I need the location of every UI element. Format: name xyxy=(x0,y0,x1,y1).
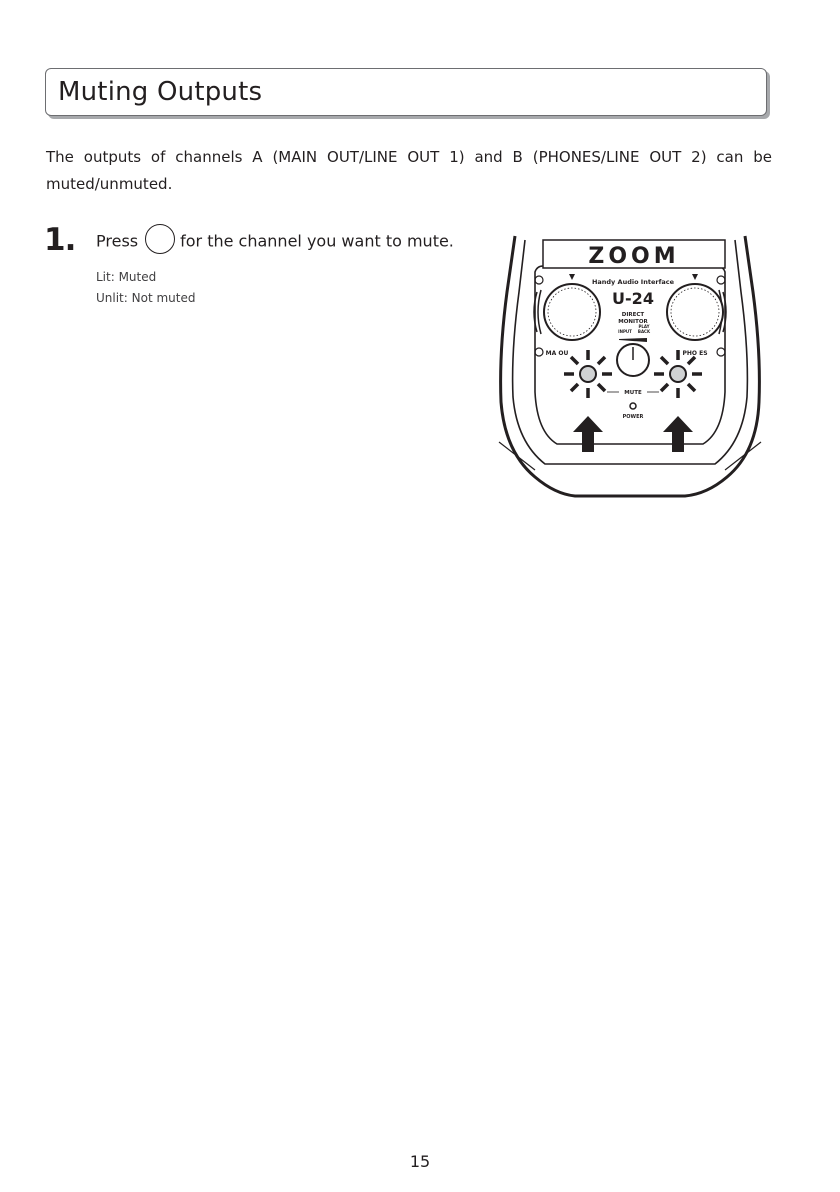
device-subtitle: Handy Audio Interface xyxy=(591,278,675,286)
main-out-label: MA OU xyxy=(545,350,569,357)
brand-logo: ZOOM xyxy=(588,244,680,269)
page-number: 15 xyxy=(409,1152,431,1171)
playback-label-2: BACK xyxy=(637,329,651,334)
note-lit: Lit: Muted xyxy=(96,270,157,284)
direct-monitor-label-1: DIRECT xyxy=(621,312,645,318)
step-number: 1. xyxy=(44,222,76,258)
instruction-text: for the channel you want to mute. xyxy=(180,231,454,251)
arrow-up-icon xyxy=(573,416,603,452)
press-label: Press xyxy=(96,231,139,251)
direct-monitor-label-2: MONITOR xyxy=(618,319,648,325)
arrow-up-icon xyxy=(663,416,693,452)
section-title-box xyxy=(45,68,767,116)
section-title: Muting Outputs xyxy=(58,77,263,107)
device-illustration xyxy=(495,232,765,500)
playback-label-1: PLAY xyxy=(638,324,650,329)
note-unlit: Unlit: Not muted xyxy=(96,291,196,305)
device-model: U-24 xyxy=(612,289,654,308)
mute-button-a xyxy=(564,350,612,398)
mute-label: MUTE xyxy=(624,390,642,396)
main-out-knob xyxy=(534,274,600,340)
phones-knob xyxy=(667,274,726,340)
power-label: POWER xyxy=(622,414,644,420)
mute-button-icon xyxy=(145,224,175,254)
intro-paragraph: The outputs of channels A (MAIN OUT/LINE OUT 1) and B (PHONES/LINE OUT 2) can be muted/unmuted. xyxy=(46,148,772,193)
mute-button-b xyxy=(654,350,702,398)
step-instruction xyxy=(96,230,454,254)
phones-label: PHO ES xyxy=(682,350,708,357)
input-label: INPUT xyxy=(618,329,632,334)
power-led xyxy=(630,403,636,409)
